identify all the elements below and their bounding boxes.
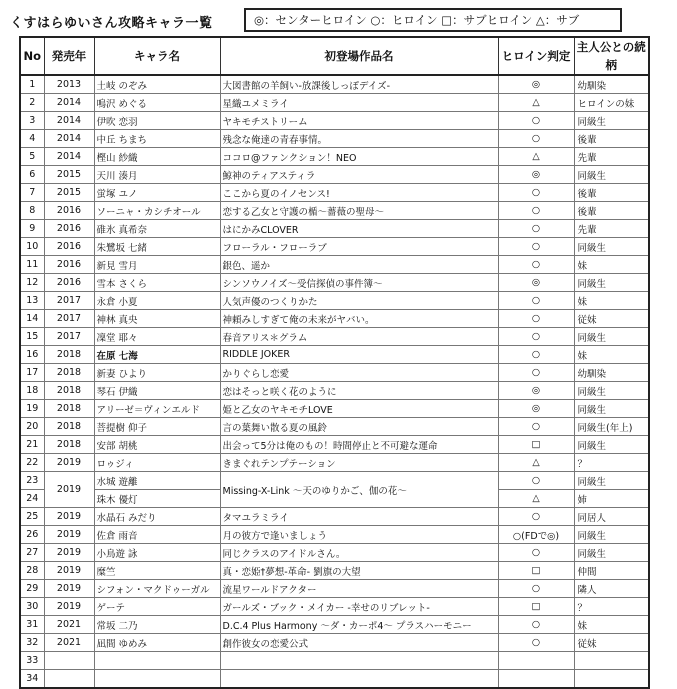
cell-relation: 隣人 <box>574 580 649 598</box>
cell-no: 11 <box>20 256 44 274</box>
cell-relation: 同級生 <box>574 526 649 544</box>
cell-no: 33 <box>20 652 44 670</box>
table-row <box>20 436 649 454</box>
cell-no: 10 <box>20 238 44 256</box>
cell-chara: 中丘 ちまち <box>94 130 220 148</box>
cell-heroine: △ <box>498 490 574 508</box>
cell-relation: ？ <box>574 454 649 472</box>
cell-work: 言の葉舞い散る夏の風鈴 <box>220 418 498 436</box>
table-row <box>20 598 649 616</box>
page-title: くすはらゆいさん攻略キャラ一覧 <box>10 16 213 31</box>
cell-heroine: ○ <box>498 472 574 490</box>
cell-work: はにかみCLOVER <box>220 220 498 238</box>
cell-work: 星織ユメミライ <box>220 94 498 112</box>
header-year: 発売年 <box>44 37 94 75</box>
cell-relation: 同級生 <box>574 400 649 418</box>
cell-no: 34 <box>20 670 44 689</box>
cell-relation: 同級生 <box>574 328 649 346</box>
cell-work: 同じクラスのアイドルさん。 <box>220 544 498 562</box>
cell-chara <box>94 670 220 689</box>
cell-year: 2018 <box>44 418 94 436</box>
cell-relation: 同級生 <box>574 238 649 256</box>
cell-no: 29 <box>20 580 44 598</box>
header-work: 初登場作品名 <box>220 37 498 75</box>
table-row <box>20 292 649 310</box>
cell-no: 8 <box>20 202 44 220</box>
header-row <box>20 37 649 75</box>
cell-relation: 従妹 <box>574 634 649 652</box>
cell-year: 2018 <box>44 364 94 382</box>
cell-no: 27 <box>20 544 44 562</box>
cell-relation <box>574 652 649 670</box>
cell-chara: 琴石 伊織 <box>94 382 220 400</box>
cell-heroine: ○ <box>498 364 574 382</box>
table-row <box>20 562 649 580</box>
cell-heroine: ◎ <box>498 274 574 292</box>
cell-no: 5 <box>20 148 44 166</box>
cell-heroine: △ <box>498 148 574 166</box>
cell-year: 2019 <box>44 544 94 562</box>
cell-chara: 水晶石 みだり <box>94 508 220 526</box>
cell-year: 2018 <box>44 346 94 364</box>
cell-work: RIDDLE JOKER <box>220 346 498 364</box>
cell-relation: 先輩 <box>574 220 649 238</box>
cell-work: 大図書館の羊飼い-放課後しっぽデイズ- <box>220 75 498 94</box>
table-row <box>20 148 649 166</box>
table-row <box>20 346 649 364</box>
cell-chara: ゲーテ <box>94 598 220 616</box>
cell-heroine: ○ <box>498 508 574 526</box>
cell-chara: 土岐 のぞみ <box>94 75 220 94</box>
cell-year: 2019 <box>44 454 94 472</box>
cell-chara: 朱鷺坂 七緒 <box>94 238 220 256</box>
cell-work: 銀色、遥か <box>220 256 498 274</box>
cell-no: 2 <box>20 94 44 112</box>
cell-year: 2017 <box>44 292 94 310</box>
cell-year: 2015 <box>44 166 94 184</box>
cell-chara: 新妻 ひより <box>94 364 220 382</box>
table-row <box>20 274 649 292</box>
cell-chara <box>94 652 220 670</box>
cell-chara: 佐倉 雨音 <box>94 526 220 544</box>
cell-year: 2015 <box>44 184 94 202</box>
cell-work: 真・恋姫†夢想-革命- 劉旗の大望 <box>220 562 498 580</box>
table-row <box>20 616 649 634</box>
table-row <box>20 112 649 130</box>
cell-year: 2018 <box>44 382 94 400</box>
cell-year: 2016 <box>44 220 94 238</box>
cell-no: 32 <box>20 634 44 652</box>
cell-heroine: □ <box>498 598 574 616</box>
cell-relation: 同級生 <box>574 274 649 292</box>
cell-heroine: ○ <box>498 616 574 634</box>
cell-relation: 仲間 <box>574 562 649 580</box>
cell-year: 2019 <box>44 526 94 544</box>
table-row <box>20 256 649 274</box>
table-row <box>20 184 649 202</box>
cell-work: 恋する乙女と守護の楯～薔薇の聖母～ <box>220 202 498 220</box>
cell-work: 姫と乙女のヤキモチLOVE <box>220 400 498 418</box>
cell-relation: 幼馴染 <box>574 364 649 382</box>
cell-heroine: ◎ <box>498 75 574 94</box>
cell-heroine: ○ <box>498 346 574 364</box>
cell-relation: 妹 <box>574 616 649 634</box>
cell-chara: 蛍塚 ユノ <box>94 184 220 202</box>
header-no: No <box>20 37 44 75</box>
cell-year: 2017 <box>44 328 94 346</box>
cell-relation: 同級生 <box>574 436 649 454</box>
cell-no: 20 <box>20 418 44 436</box>
table-row <box>20 75 649 94</box>
cell-no: 28 <box>20 562 44 580</box>
cell-heroine: ◎ <box>498 166 574 184</box>
cell-no: 17 <box>20 364 44 382</box>
cell-no: 24 <box>20 490 44 508</box>
cell-relation: 後輩 <box>574 130 649 148</box>
cell-work: ガールズ・ブック・メイカー -幸せのリブレット- <box>220 598 498 616</box>
cell-heroine <box>498 670 574 689</box>
cell-relation: 同級生 <box>574 472 649 490</box>
character-table <box>19 36 650 689</box>
cell-work: 月の彼方で逢いましょう <box>220 526 498 544</box>
cell-work: 流星ワールドアクター <box>220 580 498 598</box>
cell-heroine: ○ <box>498 418 574 436</box>
cell-relation: 後輩 <box>574 184 649 202</box>
cell-year: 2016 <box>44 202 94 220</box>
cell-heroine: ○ <box>498 328 574 346</box>
cell-heroine: ○ <box>498 580 574 598</box>
cell-work: ヤキモチストリーム <box>220 112 498 130</box>
cell-heroine: ○ <box>498 220 574 238</box>
cell-work: 創作彼女の恋愛公式 <box>220 634 498 652</box>
cell-work: かりぐらし恋愛 <box>220 364 498 382</box>
cell-year: 2014 <box>44 130 94 148</box>
cell-no: 25 <box>20 508 44 526</box>
cell-relation: 同級生 <box>574 382 649 400</box>
cell-year: 2018 <box>44 436 94 454</box>
cell-year: 2016 <box>44 238 94 256</box>
cell-year: 2019 <box>44 562 94 580</box>
cell-relation: 同級生 <box>574 544 649 562</box>
cell-chara: 鳴沢 めぐる <box>94 94 220 112</box>
table-row <box>20 670 649 689</box>
cell-work: 恋はそっと咲く花のように <box>220 382 498 400</box>
cell-heroine: ○ <box>498 184 574 202</box>
cell-year: 2019 <box>44 598 94 616</box>
cell-heroine: ○ <box>498 292 574 310</box>
cell-chara: 安部 胡桃 <box>94 436 220 454</box>
cell-chara: 水城 遊離 <box>94 472 220 490</box>
cell-year <box>44 670 94 689</box>
cell-chara: 凜堂 耶々 <box>94 328 220 346</box>
cell-no: 19 <box>20 400 44 418</box>
table-row <box>20 454 649 472</box>
cell-no: 31 <box>20 616 44 634</box>
cell-relation: 先輩 <box>574 148 649 166</box>
table-row <box>20 364 649 382</box>
cell-year: 2016 <box>44 274 94 292</box>
cell-heroine: ○ <box>498 238 574 256</box>
cell-chara: ソーニャ・カシチオール <box>94 202 220 220</box>
cell-year: 2019 <box>44 472 94 508</box>
header-chara: キャラ名 <box>94 37 220 75</box>
cell-work: 出会って5分は俺のもの！時間停止と不可避な運命 <box>220 436 498 454</box>
cell-relation: 妹 <box>574 256 649 274</box>
cell-work: きまぐれテンプテーション <box>220 454 498 472</box>
cell-work: 残念な俺達の青春事情。 <box>220 130 498 148</box>
cell-heroine: ○ <box>498 256 574 274</box>
cell-chara: 糜竺 <box>94 562 220 580</box>
legend: ◎：センターヒロイン ○：ヒロイン □：サブヒロイン △：サブ <box>244 8 622 32</box>
cell-heroine: □ <box>498 436 574 454</box>
table-row <box>20 382 649 400</box>
cell-year: 2014 <box>44 112 94 130</box>
cell-work: D.C.4 Plus Harmony ～ダ・カーポ4～ プラスハーモニー <box>220 616 498 634</box>
cell-relation: 幼馴染 <box>574 75 649 94</box>
table-row <box>20 418 649 436</box>
cell-work: シンソウノイズ～受信探偵の事件簿～ <box>220 274 498 292</box>
table-row <box>20 652 649 670</box>
cell-work: フローラル・フローラブ <box>220 238 498 256</box>
cell-chara: 永倉 小夏 <box>94 292 220 310</box>
cell-heroine: ○ <box>498 112 574 130</box>
cell-chara: 樫山 紗織 <box>94 148 220 166</box>
cell-work: 人気声優のつくりかた <box>220 292 498 310</box>
cell-work: ここから夏のイノセンス! <box>220 184 498 202</box>
table-body <box>20 75 649 688</box>
cell-chara: 珠木 優灯 <box>94 490 220 508</box>
table-row <box>20 400 649 418</box>
table-row <box>20 310 649 328</box>
cell-relation: 従妹 <box>574 310 649 328</box>
cell-year: 2018 <box>44 400 94 418</box>
cell-work: 春音アリス＊グラム <box>220 328 498 346</box>
cell-heroine: ○ <box>498 544 574 562</box>
cell-work: Missing-X-Link ～天のゆりかご、伽の花～ <box>220 472 498 508</box>
cell-heroine: ○ <box>498 634 574 652</box>
cell-relation: 同居人 <box>574 508 649 526</box>
cell-no: 4 <box>20 130 44 148</box>
cell-year: 2016 <box>44 256 94 274</box>
cell-heroine: ○ <box>498 310 574 328</box>
cell-heroine: ◎ <box>498 400 574 418</box>
cell-chara: 碓氷 真希奈 <box>94 220 220 238</box>
table-row <box>20 94 649 112</box>
cell-heroine: ○ <box>498 202 574 220</box>
cell-chara: ロゥジィ <box>94 454 220 472</box>
cell-year: 2014 <box>44 148 94 166</box>
cell-no: 14 <box>20 310 44 328</box>
cell-chara: 小鳥遊 詠 <box>94 544 220 562</box>
table-row <box>20 130 649 148</box>
cell-year: 2013 <box>44 75 94 94</box>
cell-year <box>44 652 94 670</box>
cell-heroine <box>498 652 574 670</box>
cell-chara: 菩提樹 仰子 <box>94 418 220 436</box>
cell-no: 18 <box>20 382 44 400</box>
table-row <box>20 544 649 562</box>
cell-no: 3 <box>20 112 44 130</box>
cell-relation: 後輩 <box>574 202 649 220</box>
cell-chara: 新見 雪月 <box>94 256 220 274</box>
cell-chara: 凪間 ゆめみ <box>94 634 220 652</box>
cell-chara: 伊吹 恋羽 <box>94 112 220 130</box>
cell-chara: シフォン・マクドゥーガル <box>94 580 220 598</box>
cell-chara: アリーゼ＝ヴィンエルド <box>94 400 220 418</box>
cell-no: 26 <box>20 526 44 544</box>
cell-relation: ？ <box>574 598 649 616</box>
cell-chara: 雪本 さくら <box>94 274 220 292</box>
table-row <box>20 238 649 256</box>
cell-no: 16 <box>20 346 44 364</box>
cell-no: 9 <box>20 220 44 238</box>
cell-year: 2021 <box>44 616 94 634</box>
cell-relation: 妹 <box>574 346 649 364</box>
cell-relation: ヒロインの妹 <box>574 94 649 112</box>
cell-no: 1 <box>20 75 44 94</box>
cell-no: 22 <box>20 454 44 472</box>
cell-year: 2017 <box>44 310 94 328</box>
cell-no: 23 <box>20 472 44 490</box>
cell-work: タマユラミライ <box>220 508 498 526</box>
cell-year: 2019 <box>44 508 94 526</box>
table-row <box>20 508 649 526</box>
cell-work <box>220 652 498 670</box>
cell-work <box>220 670 498 689</box>
cell-chara: 常坂 二乃 <box>94 616 220 634</box>
cell-relation: 同級生 <box>574 166 649 184</box>
header-relation: 主人公との続柄 <box>574 37 649 75</box>
table-row <box>20 328 649 346</box>
table-row <box>20 580 649 598</box>
table-row <box>20 202 649 220</box>
cell-relation: 妹 <box>574 292 649 310</box>
cell-chara: 在原 七海 <box>94 346 220 364</box>
cell-heroine: ○(FDで◎) <box>498 526 574 544</box>
cell-relation <box>574 670 649 689</box>
cell-year: 2019 <box>44 580 94 598</box>
cell-no: 6 <box>20 166 44 184</box>
cell-no: 15 <box>20 328 44 346</box>
cell-no: 30 <box>20 598 44 616</box>
cell-work: 神頼みしすぎて俺の未来がヤバい。 <box>220 310 498 328</box>
cell-heroine: △ <box>498 94 574 112</box>
cell-relation: 同級生(年上) <box>574 418 649 436</box>
cell-no: 12 <box>20 274 44 292</box>
cell-work: ココロ@ファンクション！NEO <box>220 148 498 166</box>
table-row <box>20 472 649 490</box>
cell-chara: 神林 真央 <box>94 310 220 328</box>
table-row <box>20 526 649 544</box>
cell-relation: 同級生 <box>574 112 649 130</box>
cell-heroine: □ <box>498 562 574 580</box>
cell-work: 鯨神のティアスティラ <box>220 166 498 184</box>
header-heroine: ヒロイン判定 <box>498 37 574 75</box>
cell-heroine: △ <box>498 454 574 472</box>
table-row <box>20 166 649 184</box>
cell-no: 21 <box>20 436 44 454</box>
cell-chara: 天川 湊月 <box>94 166 220 184</box>
cell-heroine: ◎ <box>498 382 574 400</box>
cell-year: 2021 <box>44 634 94 652</box>
table-row <box>20 634 649 652</box>
cell-no: 7 <box>20 184 44 202</box>
cell-year: 2014 <box>44 94 94 112</box>
cell-no: 13 <box>20 292 44 310</box>
table-row <box>20 220 649 238</box>
cell-heroine: ○ <box>498 130 574 148</box>
cell-relation: 姉 <box>574 490 649 508</box>
